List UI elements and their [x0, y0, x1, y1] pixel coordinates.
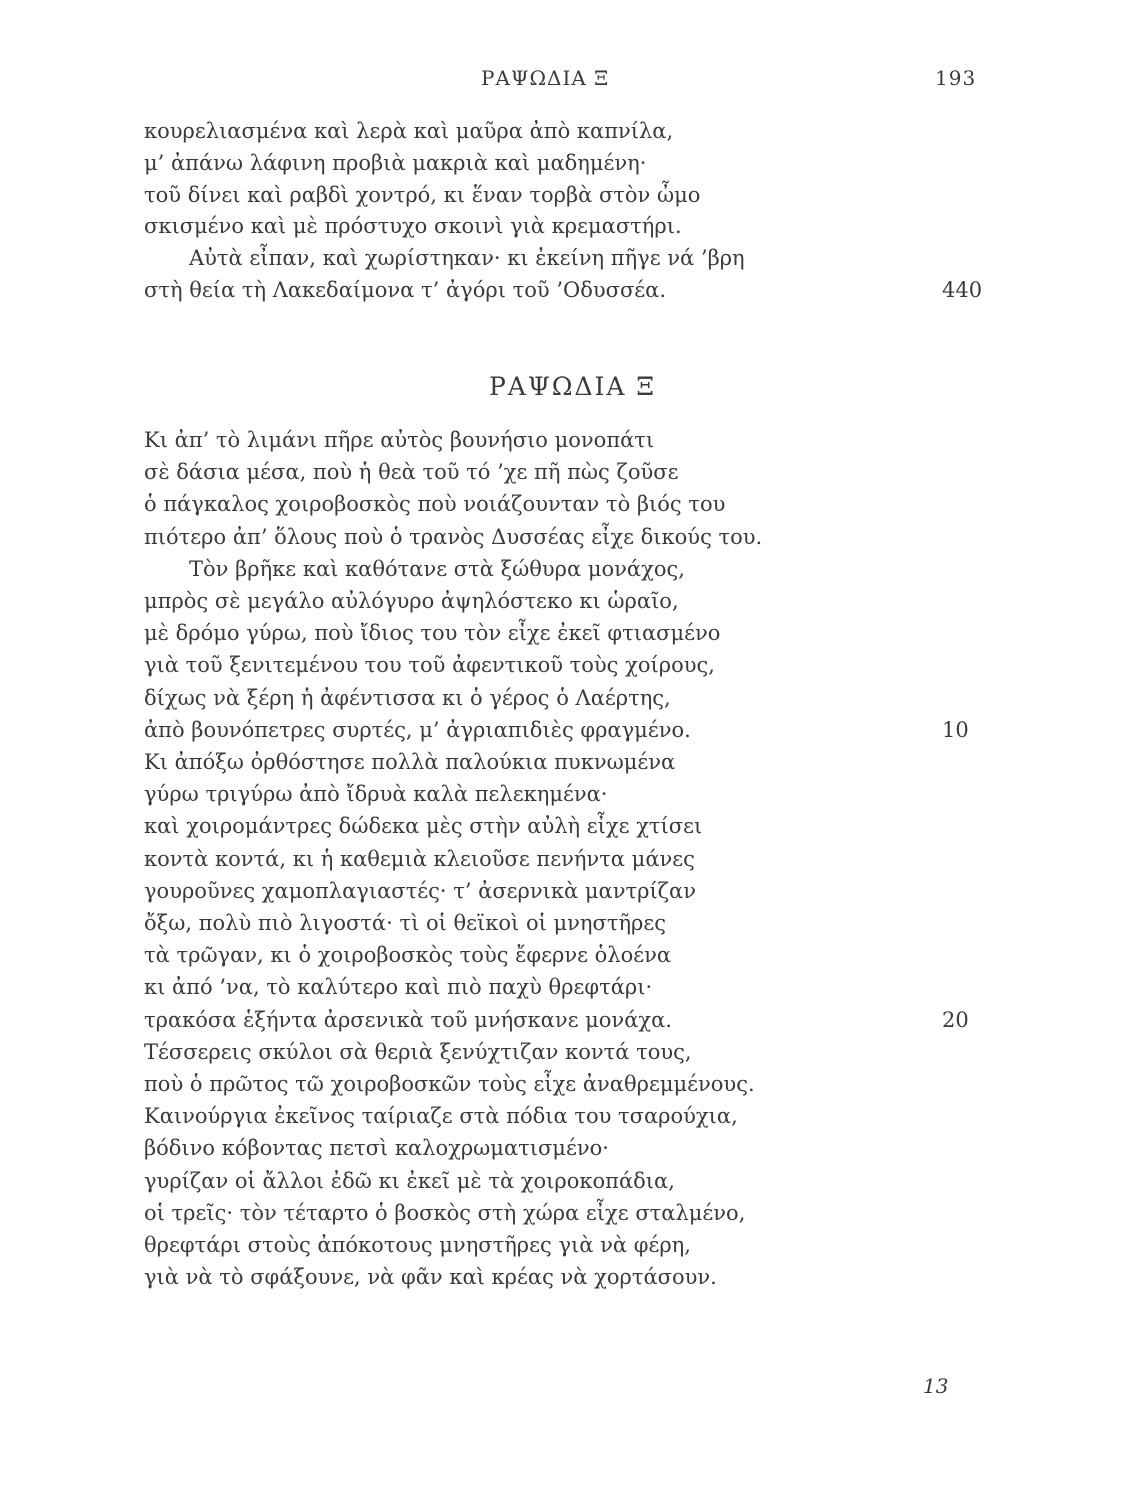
verse-line [144, 716, 969, 744]
verse-text: μὲ δρόμο γύρω, ποὺ ἴδιος του τὸν εἶχε ἐκεῖ φτιασμένο [144, 621, 721, 646]
verse-text: οἱ τρεῖς· τὸν τέταρτο ὁ βοσκὸς στὴ χώρα εἶχε σταλμένο, [144, 1200, 746, 1225]
verse-line [144, 149, 646, 177]
page-number: 193 [935, 66, 977, 90]
verse-line [144, 877, 696, 905]
verse-line [144, 619, 720, 647]
verse-line [144, 651, 715, 679]
verse-text: ποὺ ὁ πρῶτος τῶ χοιροβοσκῶν τοὺς εἶχε ἀναθρεμμένους. [144, 1072, 755, 1096]
verse-text: στὴ θεία τὴ Λακεδαίμονα τ’ ἀγόρι τοῦ ’Οδυσσέα. [144, 278, 667, 302]
verse-text: γουροῦνες χαμοπλαγιαστές· τ’ ἀσερνικὰ μαντρίζαν [144, 878, 697, 903]
verse-line [144, 1231, 691, 1259]
verse-line [144, 1038, 692, 1066]
verse-text: σὲ δάσια μέσα, ποὺ ἡ θεὰ τοῦ τό ’χε πῆ πὼς ζοῦσε [144, 460, 679, 485]
verse-text: Κι ἀπόξω ὀρθόστησε πολλὰ παλούκια πυκνωμένα [144, 750, 676, 774]
line-number: 20 [942, 1007, 969, 1032]
verse-text: μπρὸς σὲ μεγάλο αὐλόγυρο ἀψηλόστεκο κι ὡραῖο, [144, 589, 679, 613]
verse-line [144, 1263, 717, 1291]
verse-line [144, 181, 700, 209]
verse-line [144, 490, 725, 518]
verse-line [144, 684, 671, 712]
verse-text: γιὰ τοῦ ξενιτεμένου του τοῦ ἀφεντικοῦ τοὺς χοίρους, [144, 653, 715, 678]
verse-line [144, 973, 652, 1001]
verse-text: καὶ χοιρομάντρες δώδεκα μὲς στὴν αὐλὴ εἶχε χτίσει [144, 814, 703, 839]
verse-text: Καινούργια ἐκεῖνος ταίριαζε στὰ πόδια του τσαρούχια, [144, 1104, 738, 1129]
running-head-title: ΡΑΨΩΔΙΑ Ξ [481, 66, 610, 90]
verse-line [144, 1134, 609, 1162]
verse-line [144, 780, 607, 808]
verse-text: ὁ πάγκαλος χοιροβοσκὸς ποὺ νοιάζουνταν τὸ βιός του [144, 492, 726, 517]
verse-line [144, 458, 678, 486]
verse-text: Κι ἀπ’ τὸ λιμάνι πῆρε αὐτὸς βουνήσιο μονοπάτι [144, 428, 655, 452]
verse-text: ἀπὸ βουνόπετρες συρτές, μ’ ἀγριαπιδιὲς φραγμένο. [144, 717, 691, 742]
verse-text: κουρελιασμένα καὶ λερὰ καὶ μαῦρα ἀπὸ καπνίλα, [144, 119, 674, 143]
verse-text: γύρω τριγύρω ἀπὸ ἴδρυὰ καλὰ πελεκημένα· [144, 782, 608, 807]
section-heading: ΡΑΨΩΔΙΑ Ξ [488, 372, 657, 401]
verse-text: δίχως νὰ ξέρη ἡ ἀφέντισσα κι ὁ γέρος ὁ Λαέρτης, [144, 685, 671, 710]
verse-line [144, 909, 666, 937]
line-number: 10 [942, 717, 969, 742]
verse-line [144, 1102, 738, 1130]
verse-text: σκισμένο καὶ μὲ πρόστυχο σκοινὶ γιὰ κρεμαστήρι. [144, 214, 682, 239]
verse-text: μ’ ἀπάνω λάφινη προβιὰ μακριὰ καὶ μαδημένη· [144, 150, 647, 175]
verse-line [144, 1167, 675, 1195]
verse-text: θρεφτάρι στοὺς ἀπόκοτους μνηστῆρες γιὰ νὰ φέρη, [144, 1233, 691, 1257]
line-number: 440 [942, 278, 983, 302]
verse-text: κι ἀπό ’να, τὸ καλύτερο καὶ πιὸ παχὺ θρεφτάρι· [144, 975, 653, 1000]
verse-line [144, 1199, 745, 1227]
verse-line [144, 1006, 969, 1034]
signature-mark: 13 [923, 1374, 949, 1398]
verse-text: Τέσσερεις σκύλοι σὰ θεριὰ ξενύχτιζαν κοντά τους, [144, 1039, 692, 1064]
verse-text: γυρίζαν οἱ ἄλλοι ἐδῶ κι ἐκεῖ μὲ τὰ χοιροκοπάδια, [144, 1168, 675, 1193]
verse-line [144, 426, 654, 454]
verse-text: γιὰ νὰ τὸ σφάξουνε, νὰ φᾶν καὶ κρέας νὰ χορτάσουν. [144, 1265, 717, 1290]
verse-text: βόδινο κόβοντας πετσὶ καλοχρωματισμένο· [144, 1136, 609, 1161]
verse-line [144, 941, 671, 969]
verse-line [144, 523, 762, 551]
verse-text: τρακόσα ἑξήντα ἀρσενικὰ τοῦ μνήσκανε μονάχα. [144, 1007, 672, 1032]
verse-line [144, 117, 673, 145]
verse-text: τοῦ δίνει καὶ ραβδὶ χοντρό, κι ἕναν τορβὰ στὸν ὦμο [144, 182, 701, 207]
verse-text: κοντὰ κοντά, κι ἡ καθεμιὰ κλειοῦσε πενήντα μάνες [144, 846, 695, 871]
verse-line [144, 276, 983, 304]
verse-line [189, 555, 685, 583]
verse-text: τὰ τρῶγαν, κι ὁ χοιροβοσκὸς τοὺς ἔφερνε ὁλοένα [144, 943, 672, 968]
verse-text: Τὸν βρῆκε καὶ καθότανε στὰ ξώθυρα μονάχος, [189, 556, 685, 581]
verse-text: ὄξω, πολὺ πιὸ λιγοστά· τὶ οἱ θεϊκοὶ οἱ μνηστῆρες [144, 911, 667, 935]
verse-line [189, 244, 745, 272]
verse-text: Αὐτὰ εἶπαν, καὶ χωρίστηκαν· κι ἐκείνη πῆγε νά ’βρη [189, 246, 745, 271]
verse-line [144, 212, 682, 240]
verse-text: πιότερο ἀπ’ ὅλους ποὺ ὁ τρανὸς Δυσσέας εἶχε δικούς του. [144, 524, 763, 549]
verse-line [144, 587, 679, 615]
verse-line [144, 812, 702, 840]
verse-line [144, 748, 675, 776]
verse-line [144, 1070, 755, 1098]
verse-line [144, 845, 695, 873]
